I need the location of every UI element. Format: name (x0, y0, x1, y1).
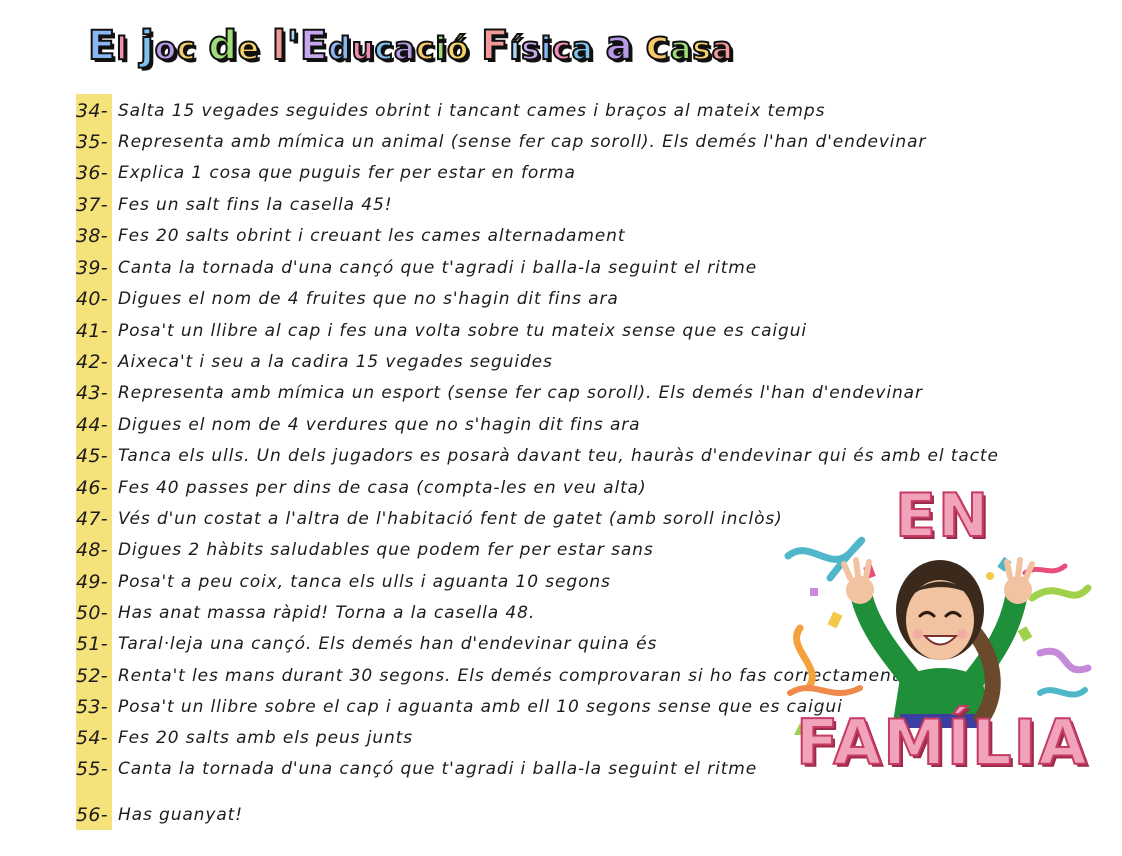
step-text: Digues el nom de 4 fruites que no s'hagin dit fins ara (117, 289, 619, 309)
step-number: 37- (76, 194, 108, 216)
step-number: 36- (76, 162, 108, 184)
list-item (76, 410, 641, 440)
step-text: Fes un salt fins la casella 45! (117, 195, 393, 215)
badge-en-text: EN (895, 481, 991, 551)
list-item (76, 253, 757, 283)
list-item (76, 158, 576, 188)
list-item (76, 441, 999, 471)
step-number: 56- (76, 804, 108, 826)
step-text: Representa amb mímica un esport (sense fer cap soroll). Els demés l'han d'endevinar (117, 383, 923, 403)
step-number: 42- (76, 351, 108, 373)
list-item (76, 629, 657, 659)
title-word: a (605, 23, 634, 69)
step-number: 43- (76, 382, 108, 404)
badge-familia-text: FAMÍLIA (796, 706, 1089, 779)
page-title (88, 14, 988, 78)
list-item (76, 800, 243, 830)
step-text: Digues el nom de 4 verdures que no s'hagin dit fins ara (117, 415, 641, 435)
step-text: Fes 20 salts amb els peus junts (117, 728, 413, 748)
list-item (76, 378, 923, 408)
list-item (76, 316, 807, 346)
title-word: F í s i c a (481, 23, 594, 69)
step-number: 47- (76, 508, 108, 530)
list-item (76, 567, 611, 597)
step-text: Salta 15 vegades seguides obrint i tancant cames i braços al mateix temps (117, 101, 826, 121)
list-item (76, 473, 646, 503)
step-text: Digues 2 hàbits saludables que podem fer per estar sans (117, 540, 654, 560)
step-text: Vés d'un costat a l'altra de l'habitació fent de gatet (amb soroll inclòs) (117, 509, 783, 529)
title-word: j o c (139, 23, 197, 69)
step-number: 46- (76, 477, 108, 499)
step-text: Posa't un llibre sobre el cap i aguanta amb ell 10 segons sense que es caigui (117, 697, 843, 717)
step-number: 54- (76, 727, 108, 749)
step-number: 52- (76, 665, 108, 687)
step-number: 35- (76, 131, 108, 153)
list-item (76, 535, 654, 565)
list-item (76, 284, 619, 314)
step-text: Renta't les mans durant 30 segons. Els demés comprovaran si ho fas correctament (117, 666, 900, 686)
step-text: Canta la tornada d'una cançó que t'agradi i balla-la seguint el ritme (117, 759, 758, 779)
step-number: 38- (76, 225, 108, 247)
step-text: Explica 1 cosa que puguis fer per estar en forma (117, 163, 576, 183)
step-number: 44- (76, 414, 108, 436)
step-number: 45- (76, 445, 108, 467)
step-number: 34- (76, 100, 108, 122)
en-familia-badge (770, 478, 1100, 798)
step-number: 48- (76, 539, 108, 561)
step-text: Fes 40 passes per dins de casa (compta-les en veu alta) (117, 478, 647, 498)
title-word: c a s a (645, 23, 734, 69)
step-text: Posa't un llibre al cap i fes una volta sobre tu mateix sense que es caigui (117, 321, 808, 341)
list-item (76, 96, 825, 126)
step-number: 55- (76, 758, 108, 780)
step-number: 49- (76, 571, 108, 593)
list-item (76, 504, 783, 534)
step-text: Representa amb mímica un animal (sense fer cap soroll). Els demés l'han d'endevinar (117, 132, 927, 152)
step-number: 39- (76, 257, 108, 279)
title-word: E l (88, 23, 128, 69)
list-item (76, 221, 625, 251)
step-text: Canta la tornada d'una cançó que t'agradi i balla-la seguint el ritme (117, 258, 758, 278)
list-item (76, 598, 535, 628)
step-text: Posa't a peu coix, tanca els ulls i aguanta 10 segons (117, 572, 611, 592)
step-text: Fes 20 salts obrint i creuant les cames alternadament (117, 226, 626, 246)
step-number: 40- (76, 288, 108, 310)
title-word: l ' E d u c a c i ó (272, 23, 470, 69)
step-text: Taral·leja una cançó. Els demés han d'endevinar quina és (117, 634, 658, 654)
step-text: Tanca els ulls. Un dels jugadors es posarà davant teu, hauràs d'endevinar qui és amb el tacte (117, 446, 999, 466)
step-text: Has anat massa ràpid! Torna a la casella 48. (117, 603, 536, 623)
list-item (76, 127, 926, 157)
step-text: Has guanyat! (117, 805, 243, 825)
step-number: 53- (76, 696, 108, 718)
step-text: Aixeca't i seu a la cadira 15 vegades seguides (117, 352, 553, 372)
list-item (76, 692, 843, 722)
list-item (76, 190, 392, 220)
step-number: 41- (76, 320, 108, 342)
title-word: d e (208, 23, 261, 69)
list-item (76, 347, 553, 377)
step-number: 50- (76, 602, 108, 624)
step-number: 51- (76, 633, 108, 655)
list-item (76, 754, 757, 784)
list-item (76, 723, 413, 753)
